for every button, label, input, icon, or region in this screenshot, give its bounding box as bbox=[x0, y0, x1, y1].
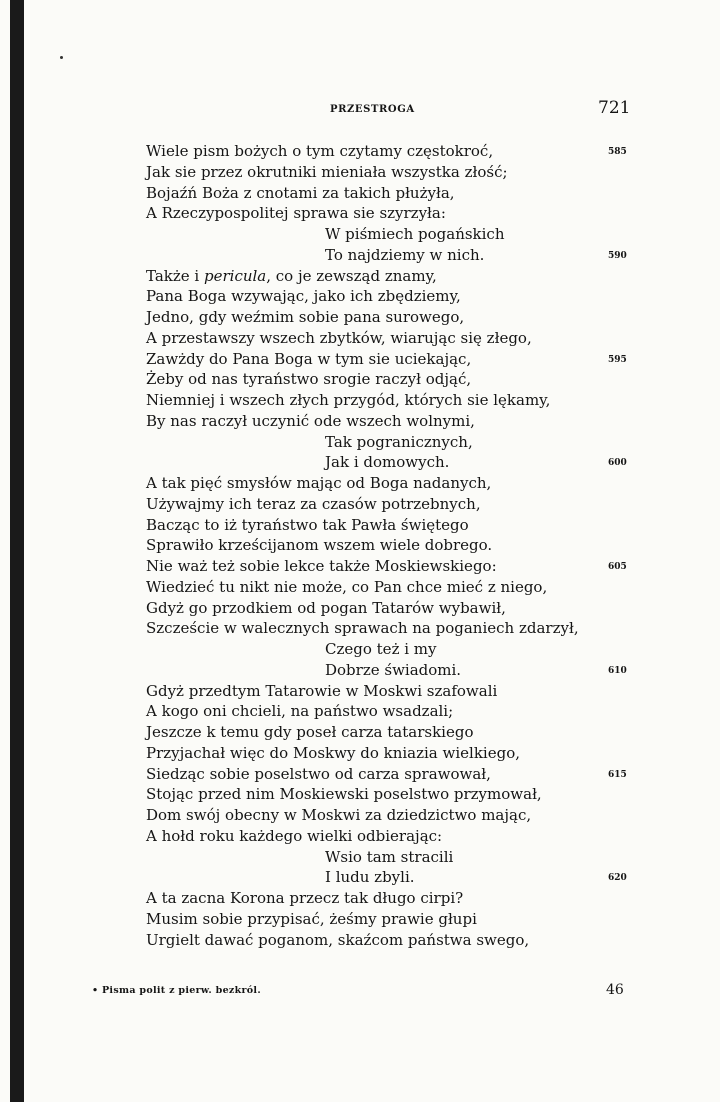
verse-text: Jak sie przez okrutniki mieniała wszystka złość; bbox=[146, 162, 508, 181]
verse-text: Tak pogranicznych, bbox=[325, 432, 473, 451]
verse-text: A ta zacna Korona przecz tak długo cirpi? bbox=[146, 889, 464, 907]
poem-text bbox=[146, 141, 627, 950]
verse-line bbox=[146, 847, 616, 868]
verse-line bbox=[146, 515, 616, 536]
verse-line bbox=[146, 805, 616, 826]
verse-text: Gdyż go przodkiem od pogan Tatarów wybawił, bbox=[146, 598, 506, 617]
verse-line bbox=[146, 183, 616, 204]
verse-text: Dobrze świadomi. bbox=[325, 660, 462, 679]
verse-line bbox=[146, 266, 616, 287]
verse-line bbox=[146, 473, 616, 494]
verse-text: Gdyż przedtym Tatarowie w Moskwi szafowali bbox=[146, 681, 498, 700]
verse-line bbox=[146, 141, 627, 162]
verse-text: Zawżdy do Pana Boga w tym sie uciekając, bbox=[146, 349, 472, 368]
line-number: 600 bbox=[608, 458, 627, 469]
line-number: 595 bbox=[608, 354, 627, 365]
verse-text: Wiele pism bożych o tym czytamy częstokroć, bbox=[146, 142, 494, 160]
verse-text: To najdziemy w nich. bbox=[325, 245, 485, 264]
verse-text: Dom swój obecny w Moskwi za dziedzictwo mając, bbox=[146, 806, 532, 824]
running-head: PRZESTROGA bbox=[330, 104, 415, 115]
verse-line bbox=[146, 328, 616, 349]
verse-line bbox=[146, 286, 616, 307]
verse-line bbox=[146, 162, 616, 183]
line-number: 620 bbox=[608, 873, 627, 884]
verse-line bbox=[146, 556, 627, 577]
verse-text: A przestawszy wszech zbytków, wiarując się złego, bbox=[146, 328, 532, 347]
verse-line bbox=[146, 598, 616, 619]
line-number: 585 bbox=[608, 147, 627, 157]
verse-line bbox=[146, 618, 616, 639]
verse-text: Także i pericula, co je zewsząd znamy, bbox=[146, 266, 437, 285]
verse-text: A kogo oni chcieli, na państwo wsadzali; bbox=[146, 702, 454, 721]
verse-line bbox=[146, 930, 616, 951]
sheet-number: 46 bbox=[606, 982, 624, 998]
verse-line bbox=[146, 888, 616, 909]
verse-text: Sprawiło krześcijanom wszem wiele dobrego. bbox=[146, 536, 493, 555]
verse-text: Jeszcze k temu gdy poseł carza tatarskiego bbox=[146, 723, 474, 741]
verse-line bbox=[146, 784, 616, 805]
verse-text: Nie waż też sobie lekce także Moskiewskiego: bbox=[146, 557, 497, 575]
verse-text: Pana Boga wzywając, jako ich zbędziemy, bbox=[146, 287, 461, 306]
italic-latin-word: pericula bbox=[204, 266, 267, 285]
verse-text: Bacząc to iż tyraństwo tak Pawła świętego bbox=[146, 515, 469, 534]
verse-line bbox=[146, 203, 616, 224]
verse-line bbox=[146, 224, 616, 245]
verse-text: I ludu zbyli. bbox=[325, 868, 415, 887]
verse-line bbox=[146, 826, 616, 847]
verse-line bbox=[146, 369, 616, 390]
verse-text: Niemniej i wszech złych przygód, których sie lękamy, bbox=[146, 391, 551, 409]
verse-line bbox=[146, 390, 616, 411]
verse-line bbox=[146, 867, 627, 888]
verse-line bbox=[146, 639, 616, 660]
verse-line bbox=[146, 494, 616, 515]
verse-text: By nas raczył uczynić ode wszech wolnymi, bbox=[146, 411, 475, 430]
line-number: 615 bbox=[608, 769, 627, 780]
verse-line bbox=[146, 432, 616, 453]
verse-line bbox=[146, 660, 627, 681]
verse-line bbox=[146, 701, 616, 722]
line-number: 610 bbox=[608, 665, 627, 676]
verse-text: A hołd roku każdego wielki odbierając: bbox=[146, 826, 443, 845]
verse-line bbox=[146, 307, 616, 328]
verse-text: Wiedzieć tu nikt nie może, co Pan chce mieć z niego, bbox=[146, 577, 548, 596]
verse-line bbox=[146, 535, 616, 556]
verse-text: Bojaźń Boża z cnotami za takich płużyła, bbox=[146, 183, 455, 202]
verse-text: Siedząc sobie poselstwo od carza sprawował, bbox=[146, 764, 491, 783]
verse-text: A tak pięć smysłów mając od Boga nadanych, bbox=[146, 474, 492, 492]
line-number: 605 bbox=[608, 562, 627, 572]
verse-line bbox=[146, 452, 627, 473]
verse-line bbox=[146, 577, 616, 598]
verse-text: Używajmy ich teraz za czasów potrzebnych, bbox=[146, 494, 481, 513]
verse-line bbox=[146, 764, 627, 785]
verse-line bbox=[146, 411, 616, 432]
verse-line bbox=[146, 245, 627, 266]
verse-line bbox=[146, 722, 616, 743]
verse-text: A Rzeczypospolitej sprawa sie szyrzyła: bbox=[146, 204, 446, 223]
binding-edge-shadow bbox=[10, 0, 24, 1102]
verse-text: W piśmiech pogańskich bbox=[325, 225, 505, 243]
verse-line bbox=[146, 743, 616, 764]
verse-text: Musim sobie przypisać, żeśmy prawie głupi bbox=[146, 909, 477, 928]
footer-signature: • Pisma polit z pierw. bezkról. bbox=[92, 985, 261, 996]
verse-line bbox=[146, 909, 616, 930]
verse-text: Urgielt dawać poganom, skaźcom państwa swego, bbox=[146, 930, 530, 949]
verse-text: Żeby od nas tyraństwo srogie raczył odjąć, bbox=[146, 370, 472, 389]
verse-line bbox=[146, 349, 627, 370]
ink-speck bbox=[60, 56, 63, 59]
verse-text: Stojąc przed nim Moskiewski poselstwo przymował, bbox=[146, 785, 542, 804]
verse-line bbox=[146, 681, 616, 702]
verse-text: Jak i domowych. bbox=[325, 453, 450, 472]
verse-text: Jedno, gdy weźmim sobie pana surowego, bbox=[146, 308, 465, 326]
line-number: 590 bbox=[608, 250, 627, 261]
page-number: 721 bbox=[598, 98, 631, 118]
verse-text: Szczeście w walecznych sprawach na poganiech zdarzył, bbox=[146, 619, 579, 638]
verse-text: Czego też i my bbox=[325, 640, 437, 658]
verse-text: Wsio tam stracili bbox=[325, 847, 454, 866]
verse-text: Przyjachał więc do Moskwy do kniazia wielkiego, bbox=[146, 743, 520, 762]
